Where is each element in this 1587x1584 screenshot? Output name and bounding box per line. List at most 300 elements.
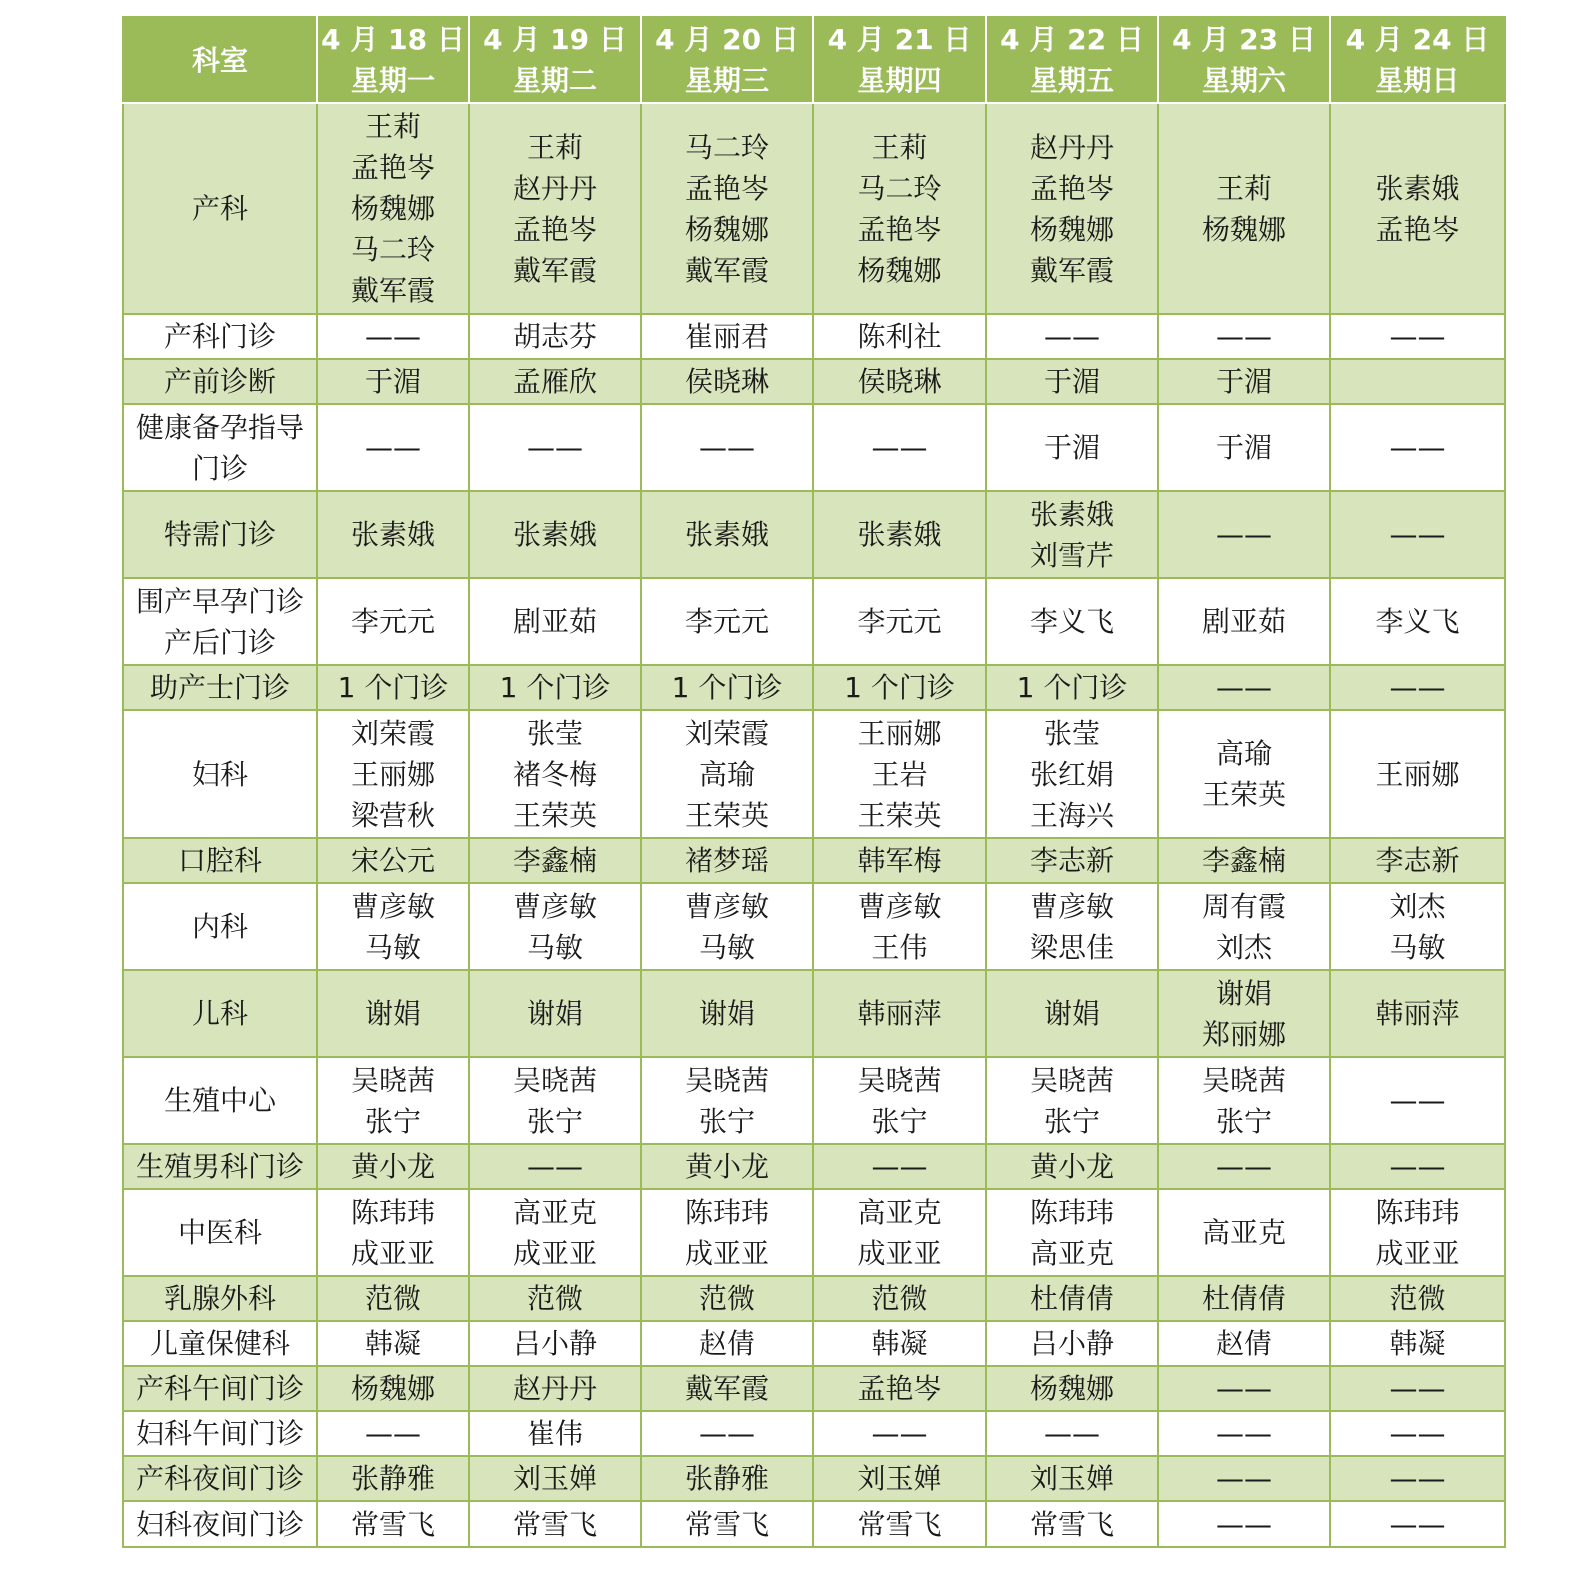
staff-name: 王莉 — [364, 110, 421, 143]
staff-name: 胡志芬 — [512, 320, 597, 353]
schedule-cell — [1158, 491, 1330, 578]
table-row — [123, 1057, 1505, 1144]
schedule-cell — [1158, 404, 1330, 491]
schedule-cell — [317, 103, 469, 314]
staff-name: 王荣英 — [684, 798, 769, 832]
schedule-cell — [317, 1501, 469, 1547]
staff-name: 梁思佳 — [1029, 930, 1114, 964]
empty-dash: —— — [365, 1417, 421, 1450]
schedule-cell — [813, 359, 986, 404]
header-weekday: 星期一 — [350, 64, 435, 97]
staff-name: 常雪飞 — [857, 1507, 942, 1541]
dept-label: 产科门诊 — [163, 320, 276, 353]
staff-name: 孟艳岑 — [684, 171, 769, 205]
staff-name: 常雪飞 — [1029, 1507, 1114, 1541]
staff-name: 张宁 — [364, 1104, 421, 1138]
staff-name: 张宁 — [698, 1104, 755, 1138]
staff-name: 马敏 — [698, 930, 755, 964]
dept-cell — [123, 1144, 317, 1189]
empty-dash: —— — [1216, 1507, 1272, 1541]
dept-cell — [123, 1189, 317, 1276]
schedule-cell — [986, 1411, 1158, 1456]
schedule-cell — [1330, 314, 1505, 359]
schedule-cell — [1330, 665, 1505, 710]
staff-name: 剧亚茹 — [1201, 605, 1286, 638]
schedule-cell — [469, 1411, 641, 1456]
header-day — [317, 17, 469, 103]
staff-name: 张素娥 — [1375, 171, 1460, 205]
schedule-cell — [1330, 883, 1505, 970]
schedule-cell — [469, 314, 641, 359]
empty-dash: —— — [871, 431, 928, 464]
schedule-cell — [469, 838, 641, 883]
schedule-cell — [469, 1321, 641, 1366]
staff-name: 刘荣霞 — [684, 716, 769, 750]
staff-name: 孟艳岑 — [857, 1372, 942, 1405]
staff-name: 王莉 — [526, 130, 583, 164]
schedule-cell — [986, 665, 1158, 710]
schedule-cell — [641, 665, 813, 710]
table-row — [123, 314, 1505, 359]
schedule-cell — [986, 1366, 1158, 1411]
schedule-cell — [813, 103, 986, 314]
staff-name: 戴军霞 — [512, 253, 597, 287]
header-weekday: 星期三 — [684, 64, 769, 97]
staff-name: 陈利社 — [857, 320, 942, 353]
staff-name: 于湄 — [1043, 431, 1100, 464]
header-day — [1158, 17, 1330, 103]
empty-dash: —— — [1389, 431, 1446, 464]
staff-name: 侯晓琳 — [684, 365, 769, 398]
empty-dash: —— — [1216, 1462, 1272, 1495]
schedule-cell — [1330, 1057, 1505, 1144]
dept-label: 妇科午间门诊 — [135, 1417, 304, 1450]
dept-label: 妇科 — [191, 757, 248, 791]
dept-cell — [123, 970, 317, 1057]
schedule-cell — [1330, 1366, 1505, 1411]
staff-name: 陈玮玮 — [350, 1195, 435, 1229]
staff-name: 孟艳岑 — [512, 212, 597, 246]
empty-dash: —— — [1389, 518, 1446, 551]
staff-name: 赵丹丹 — [512, 1372, 597, 1405]
staff-name: 1 个门诊 — [337, 671, 449, 704]
staff-name: 刘杰 — [1215, 930, 1272, 964]
schedule-cell — [641, 578, 813, 665]
empty-dash: —— — [1389, 1507, 1446, 1541]
staff-name: 张宁 — [1215, 1104, 1272, 1138]
schedule-cell — [986, 1144, 1158, 1189]
schedule-cell — [1330, 838, 1505, 883]
staff-name: 谢娟 — [526, 997, 583, 1030]
staff-name: 黄小龙 — [1029, 1150, 1114, 1183]
empty-dash: —— — [1216, 320, 1272, 353]
staff-name: 高瑜 — [1215, 737, 1272, 770]
schedule-cell — [317, 838, 469, 883]
schedule-cell — [1158, 665, 1330, 710]
staff-name: 吴晓茜 — [1029, 1063, 1114, 1097]
dept-cell — [123, 314, 317, 359]
staff-name: 张宁 — [1043, 1104, 1100, 1138]
schedule-cell — [469, 710, 641, 838]
schedule-cell — [317, 1057, 469, 1144]
schedule-cell — [1158, 359, 1330, 404]
staff-name: 范微 — [526, 1282, 583, 1315]
staff-name: 崔伟 — [526, 1417, 583, 1450]
staff-name: 李志新 — [1375, 844, 1460, 877]
header-weekday: 星期五 — [1029, 64, 1114, 97]
schedule-cell — [1330, 1321, 1505, 1366]
staff-name: 戴军霞 — [684, 253, 769, 287]
schedule-cell — [813, 1366, 986, 1411]
schedule-cell — [1158, 1276, 1330, 1321]
schedule-cell — [986, 1189, 1158, 1276]
schedule-cell — [469, 1276, 641, 1321]
schedule-cell — [1330, 1189, 1505, 1276]
schedule-cell — [1330, 491, 1505, 578]
staff-name: 杜倩倩 — [1201, 1282, 1286, 1315]
staff-name: 范微 — [698, 1282, 755, 1315]
table-row — [123, 1501, 1505, 1547]
dept-label: 围产早孕门诊 — [135, 584, 304, 618]
schedule-cell — [641, 314, 813, 359]
schedule-cell — [469, 404, 641, 491]
staff-name: 王莉 — [1215, 171, 1272, 205]
schedule-cell — [813, 1189, 986, 1276]
staff-name: 曹彦敏 — [1029, 889, 1114, 923]
staff-name: 高亚克 — [857, 1195, 942, 1229]
empty-dash: —— — [1216, 1417, 1272, 1450]
staff-name: 戴军霞 — [350, 274, 435, 307]
staff-name: 于湄 — [364, 365, 421, 398]
table-row — [123, 1321, 1505, 1366]
header-day — [641, 17, 813, 103]
schedule-cell — [317, 578, 469, 665]
staff-name: 常雪飞 — [350, 1507, 435, 1541]
staff-name: 吕小静 — [512, 1327, 597, 1360]
staff-name: 王荣英 — [1201, 778, 1286, 811]
dept-label: 生殖中心 — [163, 1084, 276, 1117]
empty-dash: —— — [699, 1417, 755, 1450]
schedule-cell — [641, 1057, 813, 1144]
staff-name: 孟艳岑 — [350, 151, 435, 184]
schedule-cell — [641, 359, 813, 404]
schedule-cell — [641, 491, 813, 578]
schedule-cell — [641, 1366, 813, 1411]
schedule-cell — [641, 404, 813, 491]
staff-name: 张素娥 — [1029, 497, 1114, 531]
staff-name: 曹彦敏 — [512, 889, 597, 923]
dept-label: 特需门诊 — [163, 518, 276, 551]
schedule-cell — [986, 314, 1158, 359]
schedule-cell — [986, 710, 1158, 838]
dept-label: 产科夜间门诊 — [135, 1462, 304, 1495]
staff-name: 马二玲 — [857, 171, 942, 205]
staff-name: 杜倩倩 — [1029, 1282, 1114, 1315]
schedule-cell — [469, 1189, 641, 1276]
dept-label: 内科 — [191, 910, 248, 943]
staff-name: 孟艳岑 — [1375, 212, 1460, 246]
staff-name: 张静雅 — [684, 1462, 769, 1495]
header-day — [1330, 17, 1505, 103]
staff-name: 杨魏娜 — [1029, 212, 1114, 246]
dept-label: 助产士门诊 — [149, 671, 290, 704]
table-row — [123, 1189, 1505, 1276]
schedule-cell — [641, 1276, 813, 1321]
schedule-cell — [317, 970, 469, 1057]
schedule-cell — [641, 883, 813, 970]
schedule-cell — [641, 1411, 813, 1456]
staff-name: 成亚亚 — [684, 1236, 769, 1270]
schedule-cell — [1330, 359, 1505, 404]
schedule-cell — [317, 1189, 469, 1276]
empty-dash: —— — [1389, 671, 1446, 704]
staff-name: 马敏 — [364, 930, 421, 964]
staff-name: 马敏 — [526, 930, 583, 964]
header-date: 4 月 20 日 — [655, 23, 799, 56]
staff-name: 于湄 — [1215, 365, 1272, 398]
table-header — [123, 17, 1505, 103]
staff-name: 杨魏娜 — [350, 192, 435, 225]
schedule-cell — [1330, 1144, 1505, 1189]
staff-name: 崔丽君 — [684, 320, 769, 353]
header-weekday: 星期六 — [1201, 64, 1286, 97]
staff-name: 杨魏娜 — [1029, 1372, 1114, 1405]
staff-name: 高瑜 — [698, 757, 755, 791]
staff-name: 韩丽萍 — [1375, 997, 1460, 1030]
staff-name: 张素娥 — [857, 518, 942, 551]
schedule-cell — [1158, 1057, 1330, 1144]
schedule-cell — [1330, 1276, 1505, 1321]
schedule-cell — [813, 1411, 986, 1456]
staff-name: 陈玮玮 — [684, 1195, 769, 1229]
schedule-cell — [1330, 1501, 1505, 1547]
staff-name: 王海兴 — [1029, 798, 1114, 832]
staff-name: 1 个门诊 — [671, 671, 783, 704]
staff-name: 1 个门诊 — [1016, 671, 1128, 704]
header-date: 4 月 18 日 — [321, 23, 465, 56]
schedule-cell — [1158, 1144, 1330, 1189]
staff-name: 张莹 — [526, 716, 583, 750]
dept-label: 中医科 — [177, 1216, 262, 1249]
schedule-cell — [641, 1501, 813, 1547]
table-row — [123, 1456, 1505, 1501]
header-date: 4 月 23 日 — [1172, 23, 1316, 56]
staff-name: 刘杰 — [1389, 889, 1446, 923]
staff-name: 赵倩 — [1215, 1327, 1272, 1360]
staff-name: 刘玉婵 — [857, 1462, 942, 1495]
schedule-cell — [1158, 970, 1330, 1057]
staff-name: 李鑫楠 — [1201, 844, 1286, 877]
empty-dash: —— — [527, 1150, 583, 1183]
staff-name: 褚冬梅 — [512, 757, 597, 791]
schedule-cell — [1158, 838, 1330, 883]
staff-name: 刘玉婵 — [1029, 1462, 1114, 1495]
dept-label: 门诊 — [191, 451, 248, 485]
dept-label: 乳腺外科 — [163, 1282, 276, 1315]
schedule-cell — [813, 314, 986, 359]
empty-dash: —— — [1389, 1417, 1446, 1450]
schedule-cell — [813, 1057, 986, 1144]
schedule-cell — [317, 1144, 469, 1189]
staff-name: 范微 — [364, 1282, 421, 1315]
dept-cell — [123, 1366, 317, 1411]
staff-name: 宋公元 — [350, 844, 435, 877]
empty-dash: —— — [527, 431, 583, 464]
staff-name: 张宁 — [871, 1104, 928, 1138]
staff-name: 赵丹丹 — [512, 171, 597, 205]
schedule-cell — [641, 1189, 813, 1276]
schedule-cell — [986, 970, 1158, 1057]
schedule-cell — [1158, 1189, 1330, 1276]
staff-name: 张红娟 — [1029, 757, 1114, 791]
schedule-cell — [469, 1501, 641, 1547]
staff-name: 成亚亚 — [350, 1236, 435, 1270]
staff-name: 曹彦敏 — [857, 889, 942, 923]
dept-label: 妇科夜间门诊 — [135, 1507, 304, 1541]
staff-name: 周有霞 — [1201, 889, 1286, 923]
staff-name: 张宁 — [526, 1104, 583, 1138]
staff-name: 韩军梅 — [857, 844, 942, 877]
schedule-cell — [1330, 404, 1505, 491]
staff-name: 杨魏娜 — [684, 212, 769, 246]
dept-label: 产科午间门诊 — [135, 1372, 304, 1405]
table-row — [123, 970, 1505, 1057]
empty-dash: —— — [871, 1417, 928, 1450]
staff-name: 李鑫楠 — [512, 844, 597, 877]
dept-label: 口腔科 — [177, 844, 262, 877]
schedule-cell — [813, 970, 986, 1057]
staff-name: 吴晓茜 — [512, 1063, 597, 1097]
dept-label: 产后门诊 — [163, 625, 276, 659]
schedule-cell — [317, 883, 469, 970]
schedule-cell — [1158, 1501, 1330, 1547]
schedule-cell — [641, 838, 813, 883]
staff-name: 于湄 — [1215, 431, 1272, 464]
schedule-cell — [1158, 1321, 1330, 1366]
empty-dash: —— — [1389, 1150, 1446, 1183]
schedule-cell — [1330, 970, 1505, 1057]
schedule-cell — [813, 1501, 986, 1547]
staff-name: 戴军霞 — [684, 1372, 769, 1405]
staff-name: 侯晓琳 — [857, 365, 942, 398]
staff-name: 李元元 — [684, 605, 769, 638]
staff-name: 张莹 — [1043, 716, 1100, 750]
staff-name: 吴晓茜 — [684, 1063, 769, 1097]
dept-cell — [123, 103, 317, 314]
schedule-cell — [317, 665, 469, 710]
header-day — [469, 17, 641, 103]
table-row — [123, 710, 1505, 838]
schedule-cell — [317, 1366, 469, 1411]
schedule-cell — [986, 1456, 1158, 1501]
staff-name: 戴军霞 — [1029, 253, 1114, 287]
schedule-cell — [986, 883, 1158, 970]
staff-name: 韩丽萍 — [857, 997, 942, 1030]
table-row — [123, 103, 1505, 314]
staff-name: 杨魏娜 — [350, 1372, 435, 1405]
dept-label: 产科 — [191, 192, 248, 225]
schedule-cell — [469, 359, 641, 404]
empty-dash: —— — [871, 1150, 928, 1183]
schedule-cell — [469, 883, 641, 970]
staff-name: 王荣英 — [512, 798, 597, 832]
staff-name: 杨魏娜 — [1201, 212, 1286, 246]
table-body — [123, 103, 1505, 1547]
staff-name: 张素娥 — [684, 518, 769, 551]
header-weekday: 星期二 — [512, 64, 597, 97]
dept-cell — [123, 404, 317, 491]
empty-dash: —— — [1389, 1462, 1446, 1495]
empty-dash: —— — [1216, 1150, 1272, 1183]
schedule-cell — [986, 1276, 1158, 1321]
schedule-cell — [813, 1144, 986, 1189]
schedule-cell — [1330, 1411, 1505, 1456]
dept-cell — [123, 1321, 317, 1366]
empty-dash: —— — [1216, 1372, 1272, 1405]
schedule-cell — [813, 1321, 986, 1366]
staff-name: 成亚亚 — [512, 1236, 597, 1270]
empty-dash: —— — [1389, 320, 1446, 353]
dept-cell — [123, 1411, 317, 1456]
staff-name: 韩凝 — [364, 1327, 421, 1360]
schedule-cell — [813, 491, 986, 578]
staff-name: 吕小静 — [1029, 1327, 1114, 1360]
staff-name: 剧亚茹 — [512, 605, 597, 638]
staff-name: 马敏 — [1389, 930, 1446, 964]
schedule-cell — [469, 103, 641, 314]
dept-cell — [123, 710, 317, 838]
table-row — [123, 1144, 1505, 1189]
staff-name: 刘雪芹 — [1029, 538, 1114, 572]
schedule-cell — [813, 883, 986, 970]
empty-dash: —— — [699, 431, 755, 464]
staff-name: 谢娟 — [1043, 997, 1100, 1030]
header-date: 4 月 24 日 — [1345, 23, 1490, 56]
schedule-cell — [1330, 1456, 1505, 1501]
staff-name: 李志新 — [1029, 844, 1114, 877]
schedule-cell — [986, 359, 1158, 404]
staff-name: 韩凝 — [1389, 1327, 1446, 1360]
schedule-cell — [469, 491, 641, 578]
staff-name: 孟艳岑 — [1029, 171, 1114, 205]
staff-name: 于湄 — [1043, 365, 1100, 398]
schedule-cell — [317, 1321, 469, 1366]
staff-name: 黄小龙 — [684, 1150, 769, 1183]
staff-name: 马二玲 — [350, 233, 435, 266]
schedule-cell — [317, 491, 469, 578]
schedule-cell — [1158, 710, 1330, 838]
header-date: 4 月 21 日 — [827, 23, 972, 56]
header-date: 4 月 22 日 — [1000, 23, 1144, 56]
staff-name: 褚梦瑶 — [684, 844, 769, 877]
schedule-cell — [1158, 103, 1330, 314]
dept-cell — [123, 838, 317, 883]
table-row — [123, 883, 1505, 970]
empty-dash: —— — [1216, 671, 1272, 704]
schedule-cell — [469, 1456, 641, 1501]
empty-dash: —— — [1216, 518, 1272, 551]
schedule-cell — [1158, 1411, 1330, 1456]
schedule-cell — [986, 491, 1158, 578]
staff-name: 赵倩 — [698, 1327, 755, 1360]
schedule-cell — [1158, 1366, 1330, 1411]
staff-name: 陈玮玮 — [1375, 1195, 1460, 1229]
staff-name: 1 个门诊 — [844, 671, 955, 704]
table-row — [123, 1366, 1505, 1411]
staff-name: 谢娟 — [1215, 976, 1272, 1010]
staff-name: 韩凝 — [871, 1327, 928, 1360]
dept-cell — [123, 1501, 317, 1547]
